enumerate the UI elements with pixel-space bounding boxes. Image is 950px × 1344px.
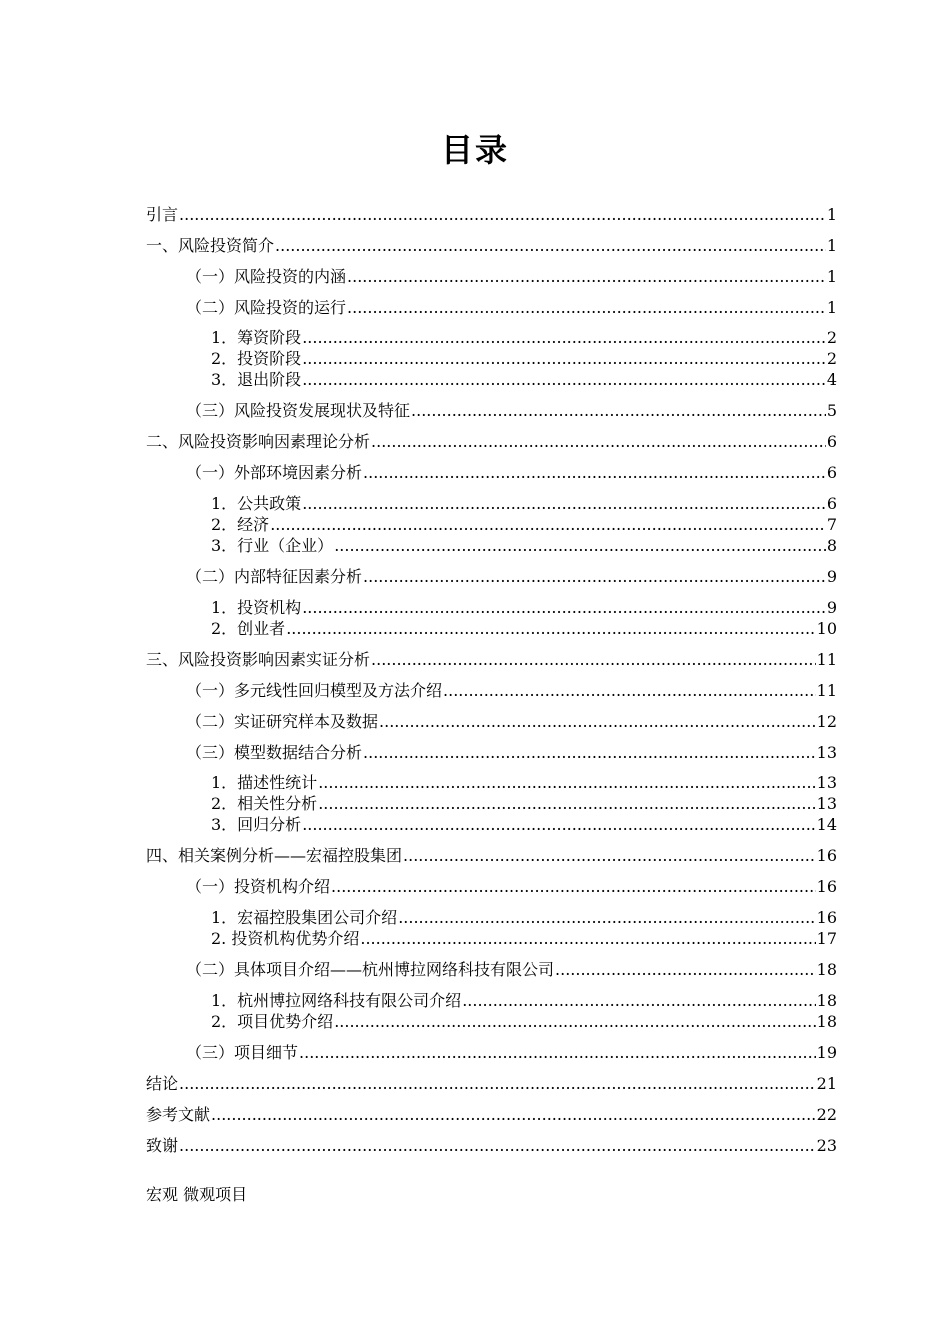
toc-entry-label: 引言 <box>146 205 179 224</box>
toc-entry-label: 一、风险投资简介 <box>146 236 275 255</box>
toc-entry[interactable] <box>186 400 837 422</box>
toc-leader <box>371 431 826 453</box>
toc-entry-label: 1．宏福控股集团公司介绍 <box>211 908 398 927</box>
toc-entry-label: （二）具体项目介绍——杭州博拉网络科技有限公司 <box>186 960 555 979</box>
toc-entry-page: 17 <box>816 929 837 948</box>
toc-leader <box>302 597 826 619</box>
toc-entry-page: 5 <box>826 401 837 420</box>
toc-leader <box>363 462 826 484</box>
toc-entry[interactable] <box>211 907 837 929</box>
toc-entry-page: 13 <box>816 794 837 813</box>
toc-entry-label: （二）内部特征因素分析 <box>186 567 363 586</box>
toc-leader <box>179 204 826 226</box>
toc-entry[interactable] <box>211 928 837 950</box>
toc-entry-label: 四、相关案例分析——宏福控股集团 <box>146 846 403 865</box>
toc-entry[interactable] <box>211 1011 837 1033</box>
toc-entry-page: 10 <box>816 619 837 638</box>
toc-entry[interactable] <box>211 535 837 557</box>
toc-entry[interactable] <box>211 990 837 1012</box>
toc-entry[interactable] <box>211 793 837 815</box>
toc-leader <box>360 928 815 950</box>
toc-entry-label: （三）模型数据结合分析 <box>186 743 363 762</box>
toc-entry-page: 13 <box>816 743 837 762</box>
toc-leader <box>555 959 816 981</box>
toc-entry-page: 16 <box>816 908 837 927</box>
toc-leader <box>211 1104 816 1126</box>
toc-entry-page: 1 <box>826 205 837 224</box>
toc-entry[interactable] <box>146 1135 837 1157</box>
toc-entry-label: 1．投资机构 <box>211 598 302 617</box>
toc-leader <box>302 327 826 349</box>
toc-leader <box>302 348 826 370</box>
toc-leader <box>302 493 826 515</box>
toc-entry-label: 致谢 <box>146 1136 179 1155</box>
toc-entry[interactable] <box>146 1073 837 1095</box>
toc-entry-page: 4 <box>826 370 837 389</box>
toc-entry-page: 22 <box>816 1105 837 1124</box>
toc-entry-label: 1．杭州博拉网络科技有限公司介绍 <box>211 991 462 1010</box>
toc-entry[interactable] <box>186 711 837 733</box>
toc-entry-label: （三）风险投资发展现状及特征 <box>186 401 411 420</box>
toc-leader <box>462 990 815 1012</box>
footer-note: 宏观 微观项目 <box>146 1185 248 1204</box>
toc-leader <box>302 814 815 836</box>
toc-entry-page: 12 <box>816 712 837 731</box>
toc-entry[interactable] <box>186 742 837 764</box>
toc-leader <box>331 876 816 898</box>
toc-entry-page: 21 <box>816 1074 837 1093</box>
toc-entry-label: 参考文献 <box>146 1105 211 1124</box>
toc-entry-page: 16 <box>816 846 837 865</box>
toc-leader <box>318 772 815 794</box>
toc-entry[interactable] <box>186 462 837 484</box>
toc-entry[interactable] <box>186 959 837 981</box>
toc-leader <box>179 1073 816 1095</box>
toc-leader <box>347 297 826 319</box>
toc-entry-page: 18 <box>816 991 837 1010</box>
toc-entry-label: 2. 投资机构优势介绍 <box>211 929 360 948</box>
toc-entry-label: 3．回归分析 <box>211 815 302 834</box>
toc-entry-page: 1 <box>826 267 837 286</box>
toc-entry-label: （一）投资机构介绍 <box>186 877 331 896</box>
toc-entry-page: 1 <box>826 236 837 255</box>
toc-entry[interactable] <box>146 204 837 226</box>
toc-leader <box>318 793 815 815</box>
toc-leader <box>371 649 816 671</box>
toc-leader <box>363 742 816 764</box>
toc-entry-page: 14 <box>816 815 837 834</box>
toc-entry-page: 2 <box>826 328 837 347</box>
toc-leader <box>270 514 826 536</box>
toc-entry-page: 6 <box>826 463 837 482</box>
toc-entry[interactable] <box>211 327 837 349</box>
toc-leader <box>411 400 826 422</box>
toc-leader <box>299 1042 816 1064</box>
toc-leader <box>334 1011 815 1033</box>
toc-entry[interactable] <box>211 814 837 836</box>
toc-leader <box>379 711 816 733</box>
toc-entry-label: 2．相关性分析 <box>211 794 318 813</box>
toc-entry[interactable] <box>146 845 837 867</box>
toc-entry[interactable] <box>211 514 837 536</box>
toc-entry[interactable] <box>211 772 837 794</box>
toc-entry-page: 19 <box>816 1043 837 1062</box>
toc-leader <box>275 235 826 257</box>
toc-leader <box>363 566 826 588</box>
toc-leader <box>302 369 826 391</box>
toc-entry-page: 8 <box>826 536 837 555</box>
toc-entry-label: 2．经济 <box>211 515 270 534</box>
toc-entry[interactable] <box>186 266 837 288</box>
toc-entry[interactable] <box>186 680 837 702</box>
toc-entry-label: 1．筹资阶段 <box>211 328 302 347</box>
toc-entry-page: 9 <box>826 598 837 617</box>
toc-leader <box>398 907 815 929</box>
toc-entry-page: 18 <box>816 960 837 979</box>
toc-entry-page: 6 <box>826 432 837 451</box>
page-title: 目录 <box>440 131 509 169</box>
toc-entry-label: 2．项目优势介绍 <box>211 1012 334 1031</box>
toc-entry-page: 9 <box>826 567 837 586</box>
toc-entry-label: （二）风险投资的运行 <box>186 298 347 317</box>
toc-entry-label: 2．创业者 <box>211 619 286 638</box>
toc-entry[interactable] <box>186 566 837 588</box>
toc-leader <box>443 680 816 702</box>
toc-entry[interactable] <box>211 369 837 391</box>
toc-entry-label: 三、风险投资影响因素实证分析 <box>146 650 371 669</box>
toc-entry-label: 二、风险投资影响因素理论分析 <box>146 432 371 451</box>
toc-entry-label: 结论 <box>146 1074 179 1093</box>
toc-entry-label: 3．退出阶段 <box>211 370 302 389</box>
toc-entry-label: （一）多元线性回归模型及方法介绍 <box>186 681 443 700</box>
toc-entry-label: （一）外部环境因素分析 <box>186 463 363 482</box>
toc-entry[interactable] <box>211 493 837 515</box>
toc-entry[interactable] <box>186 297 837 319</box>
toc-entry[interactable] <box>146 649 837 671</box>
toc-entry[interactable] <box>186 876 837 898</box>
toc-entry-page: 2 <box>826 349 837 368</box>
toc-leader <box>403 845 816 867</box>
toc-entry-page: 18 <box>816 1012 837 1031</box>
toc-entry-page: 1 <box>826 298 837 317</box>
toc-entry-label: （一）风险投资的内涵 <box>186 267 347 286</box>
toc-entry-label: （三）项目细节 <box>186 1043 299 1062</box>
toc-entry-page: 16 <box>816 877 837 896</box>
toc-entry[interactable] <box>146 235 837 257</box>
toc-entry-page: 7 <box>826 515 837 534</box>
toc-leader <box>334 535 826 557</box>
toc-entry-page: 23 <box>816 1136 837 1155</box>
toc-entry[interactable] <box>186 1042 837 1064</box>
toc-entry-page: 6 <box>826 494 837 513</box>
toc-entry-page: 11 <box>816 681 837 700</box>
toc-entry-label: 3．行业（企业） <box>211 536 334 555</box>
toc-leader <box>347 266 826 288</box>
toc-entry-label: （二）实证研究样本及数据 <box>186 712 379 731</box>
toc-entry-page: 11 <box>816 650 837 669</box>
toc-entry-page: 13 <box>816 773 837 792</box>
toc-entry-label: 1．描述性统计 <box>211 773 318 792</box>
toc-leader <box>286 618 815 640</box>
toc-entry[interactable] <box>146 431 837 453</box>
toc-entry[interactable] <box>211 618 837 640</box>
toc-entry[interactable] <box>211 597 837 619</box>
toc-entry[interactable] <box>146 1104 837 1126</box>
toc-entry[interactable] <box>211 348 837 370</box>
toc-entry-label: 2．投资阶段 <box>211 349 302 368</box>
toc-entry-label: 1．公共政策 <box>211 494 302 513</box>
toc-leader <box>179 1135 816 1157</box>
